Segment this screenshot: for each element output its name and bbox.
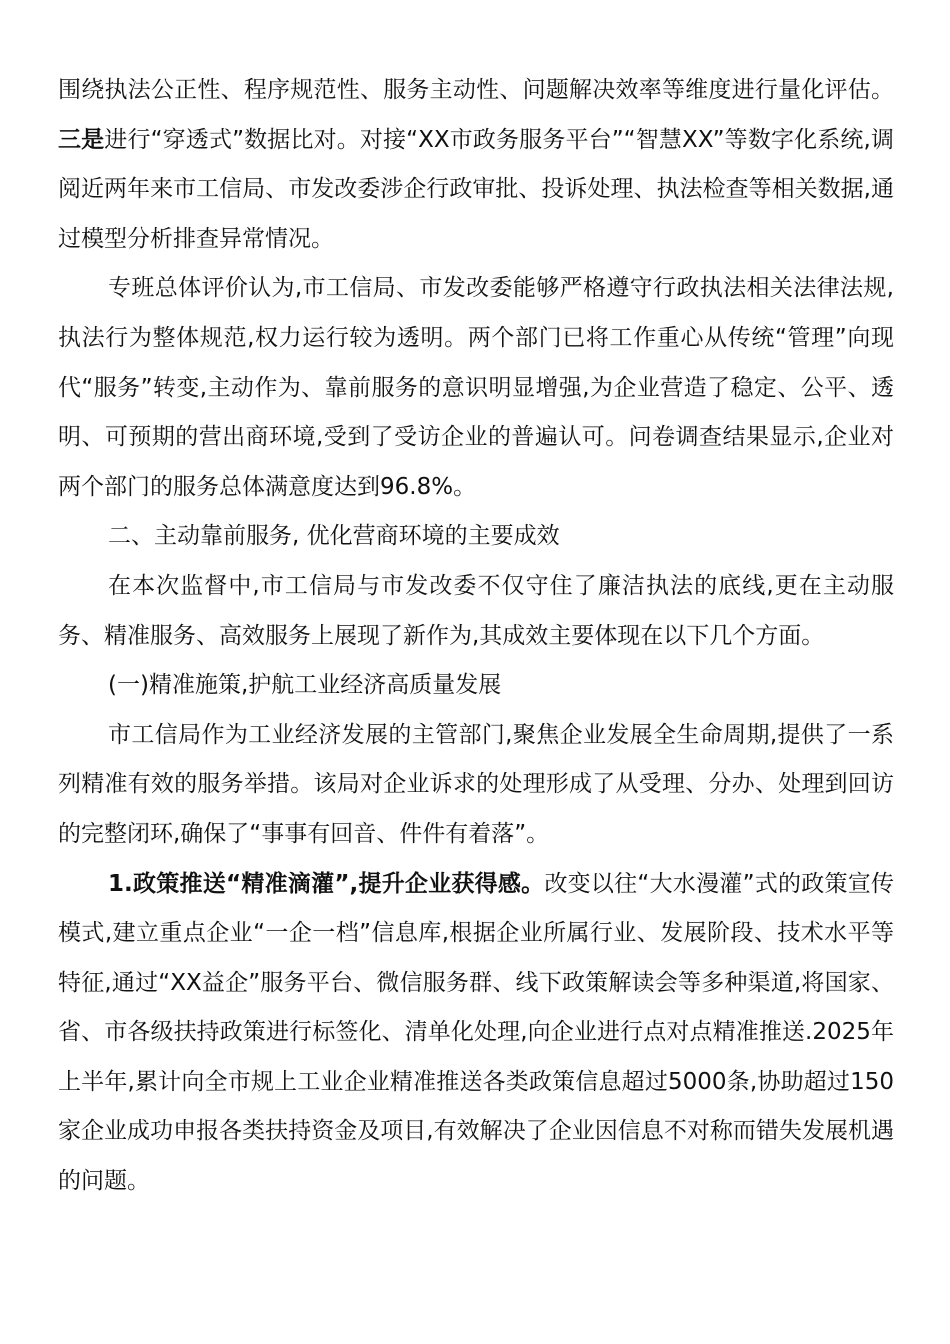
paragraph-bureau-services [58,711,894,860]
paragraph-evaluation-methods [58,66,894,264]
text-run: 围绕执法公正性、程序规范性、服务主动性、问题解决效率等维度进行量化评估。 [58,77,894,103]
text-run: 在本次监督中,市工信局与市发改委不仅守住了廉洁执法的底线,更在主动服务、精准服务、高效服务上展现了新作为,其成效主要体现在以下几个方面。 [58,572,894,649]
heading-text: (一)精准施策,护航工业经济高质量发展 [108,672,502,699]
paragraph-policy-push [58,860,894,1207]
text-run: 进行“穿透式”数据比对。对接“XX市政务服务平台”“智慧XX”等数字化系统,调阅近两年来市工信局、市发改委涉企行政审批、投诉处理、执法检查等相关数据,通过模型分析排查异常情况。 [58,126,894,252]
emphasis-run: 1.政策推送“精准滴灌”,提升企业获得感。 [108,870,545,897]
text-run: 改变以往“大水漫灌”式的政策宣传模式,建立重点企业“一企一档”信息库,根据企业所属行业、发展阶段、技术水平等特征,通过“XX益企”服务平台、微信服务群、线下政策解读会等多种渠道,将国家、省、市各级扶持政策进行标签化、清单化处理,向企业进行点对点精准推送.2025年上半年,累计向全市规上工业企业精准推送各类政策信息超过5000条,协助超过150家企业成功申报各类扶持资金及项目,有效解决了企业因信息不对称而错失发展机遇的问题。 [58,870,894,1195]
text-run: 专班总体评价认为,市工信局、市发改委能够严格遵守行政执法相关法律法规,执法行为整体规范,权力运行较为透明。两个部门已将工作重心从传统“管理”向现代“服务”转变,主动作为、靠前服务的意识明显增强,为企业营造了稳定、公平、透明、可预期的营出商环境,受到了受访企业的普遍认可。问卷调查结果显示,企业对两个部门的服务总体满意度达到96.8%。 [58,275,894,500]
paragraph-supervision-summary [58,562,894,661]
section-heading-main-results [58,512,894,562]
heading-text: 二、主动靠前服务, 优化营商环境的主要成效 [108,523,560,550]
text-run: 市工信局作为工业经济发展的主管部门,聚焦企业发展全生命周期,提供了一系列精准有效的服务举措。该局对企业诉求的处理形成了从受理、分办、处理到回访的完整闭环,确保了“事事有回音、件件有着落”。 [58,721,894,847]
emphasis-run: 三是 [58,126,105,153]
subsection-heading-precise-policy [58,661,894,711]
paragraph-overall-evaluation [58,264,894,512]
